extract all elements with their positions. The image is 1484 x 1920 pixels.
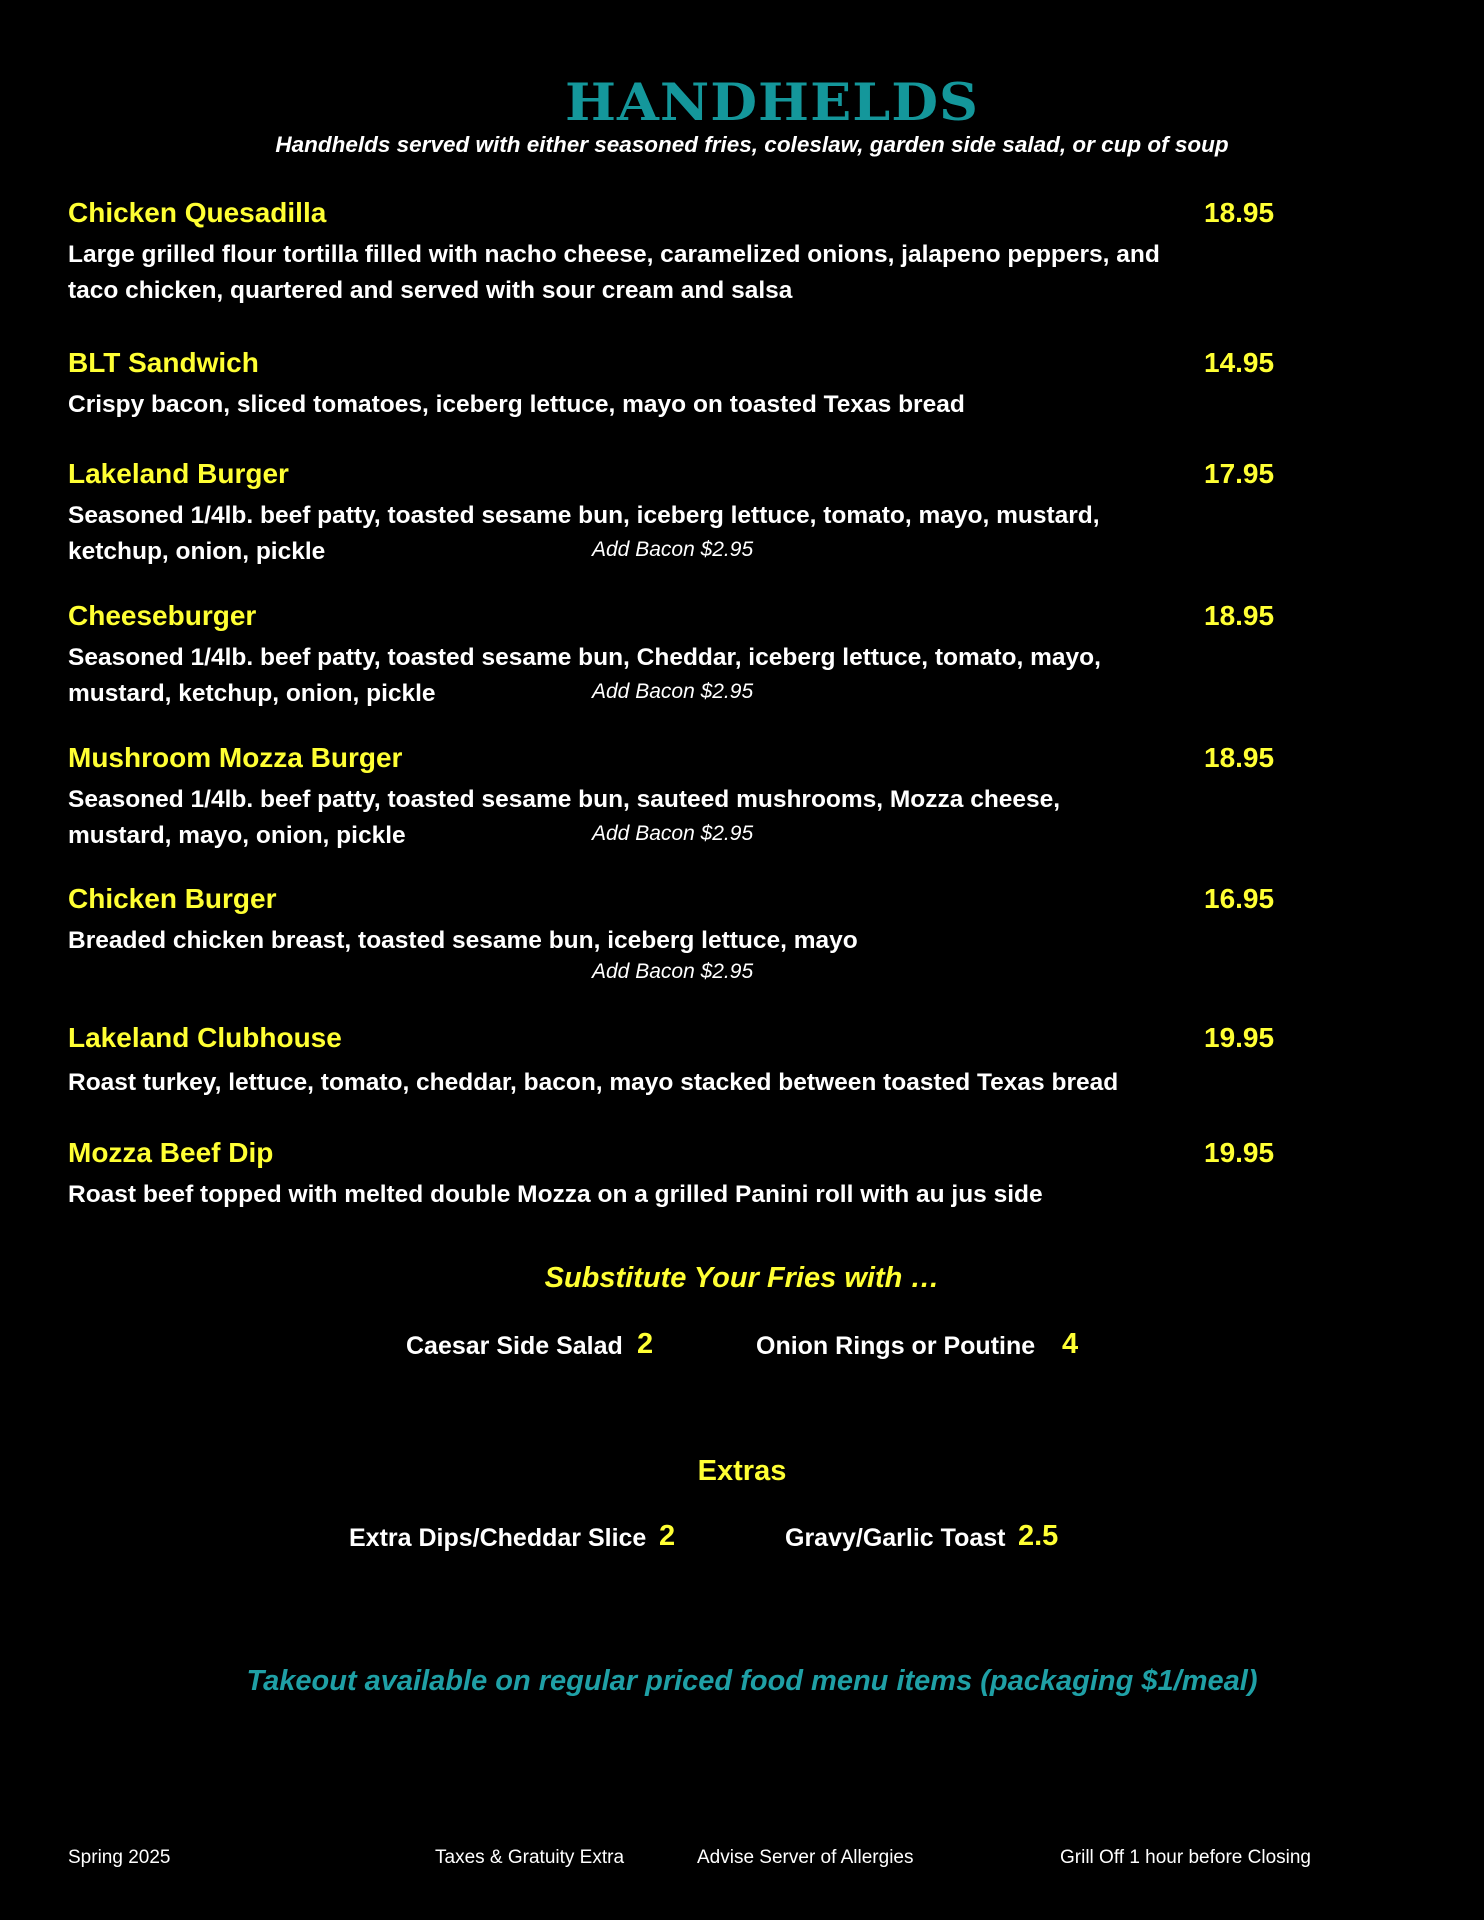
item-price: 18.95 [1204,600,1275,631]
item-description-line: Roast beef topped with melted double Mozza on a grilled Panini roll with au jus side [68,1181,1043,1208]
footer-season: Spring 2025 [68,1847,171,1868]
item-description-line: Seasoned 1/4lb. beef patty, toasted sesame bun, iceberg lettuce, tomato, mayo, mustard, [68,502,1100,529]
item-description [68,1065,1208,1101]
extras-option-price: 2.5 [1018,1520,1059,1552]
add-bacon-note: Add Bacon $2.95 [592,960,754,983]
item-name: BLT Sandwich [68,347,259,378]
extras-heading: Extras [697,1455,787,1487]
item-price: 18.95 [1204,197,1275,228]
footer-taxes: Taxes & Gratuity Extra [435,1847,625,1868]
item-name: Cheeseburger [68,600,257,631]
page-subtitle: Handhelds served with either seasoned fries, coleslaw, garden side salad, or cup of soup [275,132,1229,157]
item-description-line: Roast turkey, lettuce, tomato, cheddar, bacon, mayo stacked between toasted Texas bread [68,1069,1119,1096]
item-description-line: taco chicken, quartered and served with sour cream and salsa [68,277,793,304]
item-price: 19.95 [1204,1022,1275,1053]
footer-grill: Grill Off 1 hour before Closing [1060,1847,1311,1868]
item-description [68,923,1208,959]
item-name: Mozza Beef Dip [68,1137,274,1168]
item-price: 17.95 [1204,458,1275,489]
item-description-line: mustard, ketchup, onion, pickle [68,680,436,707]
item-description [68,237,1208,309]
item-description-line: Large grilled flour tortilla filled with nacho cheese, caramelized onions, jalapeno peppers, and [68,241,1160,268]
item-price: 16.95 [1204,883,1275,914]
substitute-heading: Substitute Your Fries with … [544,1262,940,1294]
item-description-line: Seasoned 1/4lb. beef patty, toasted sesame bun, Cheddar, iceberg lettuce, tomato, mayo, [68,644,1101,671]
item-description-line: ketchup, onion, pickle [68,538,326,565]
substitute-option-label: Caesar Side Salad [406,1332,623,1360]
takeout-note: Takeout available on regular priced food menu items (packaging $1/meal) [246,1665,1258,1697]
extras-option-price: 2 [659,1520,676,1552]
substitute-option-price: 2 [637,1328,654,1360]
item-description-line: Breaded chicken breast, toasted sesame bun, iceberg lettuce, mayo [68,927,858,954]
item-description [68,387,1208,423]
item-name: Mushroom Mozza Burger [68,742,403,773]
add-bacon-note: Add Bacon $2.95 [592,538,754,561]
item-description-line: Seasoned 1/4lb. beef patty, toasted sesame bun, sauteed mushrooms, Mozza cheese, [68,786,1061,813]
substitute-option-price: 4 [1062,1328,1079,1360]
item-price: 19.95 [1204,1137,1275,1168]
substitute-option-label: Onion Rings or Poutine [756,1332,1036,1360]
item-name: Lakeland Burger [68,458,289,489]
item-name: Chicken Quesadilla [68,197,327,228]
footer-allergies: Advise Server of Allergies [697,1847,914,1868]
add-bacon-note: Add Bacon $2.95 [592,822,754,845]
item-name: Lakeland Clubhouse [68,1022,342,1053]
item-price: 14.95 [1204,347,1275,378]
item-description-line: mustard, mayo, onion, pickle [68,822,406,849]
page-title: HANDHELDS [564,71,980,133]
add-bacon-note: Add Bacon $2.95 [592,680,754,703]
item-price: 18.95 [1204,742,1275,773]
extras-option-label: Gravy/Garlic Toast [785,1524,1006,1552]
item-description-line: Crispy bacon, sliced tomatoes, iceberg lettuce, mayo on toasted Texas bread [68,391,965,418]
extras-option-label: Extra Dips/Cheddar Slice [349,1524,647,1552]
item-description [68,1177,1208,1213]
item-name: Chicken Burger [68,883,277,914]
